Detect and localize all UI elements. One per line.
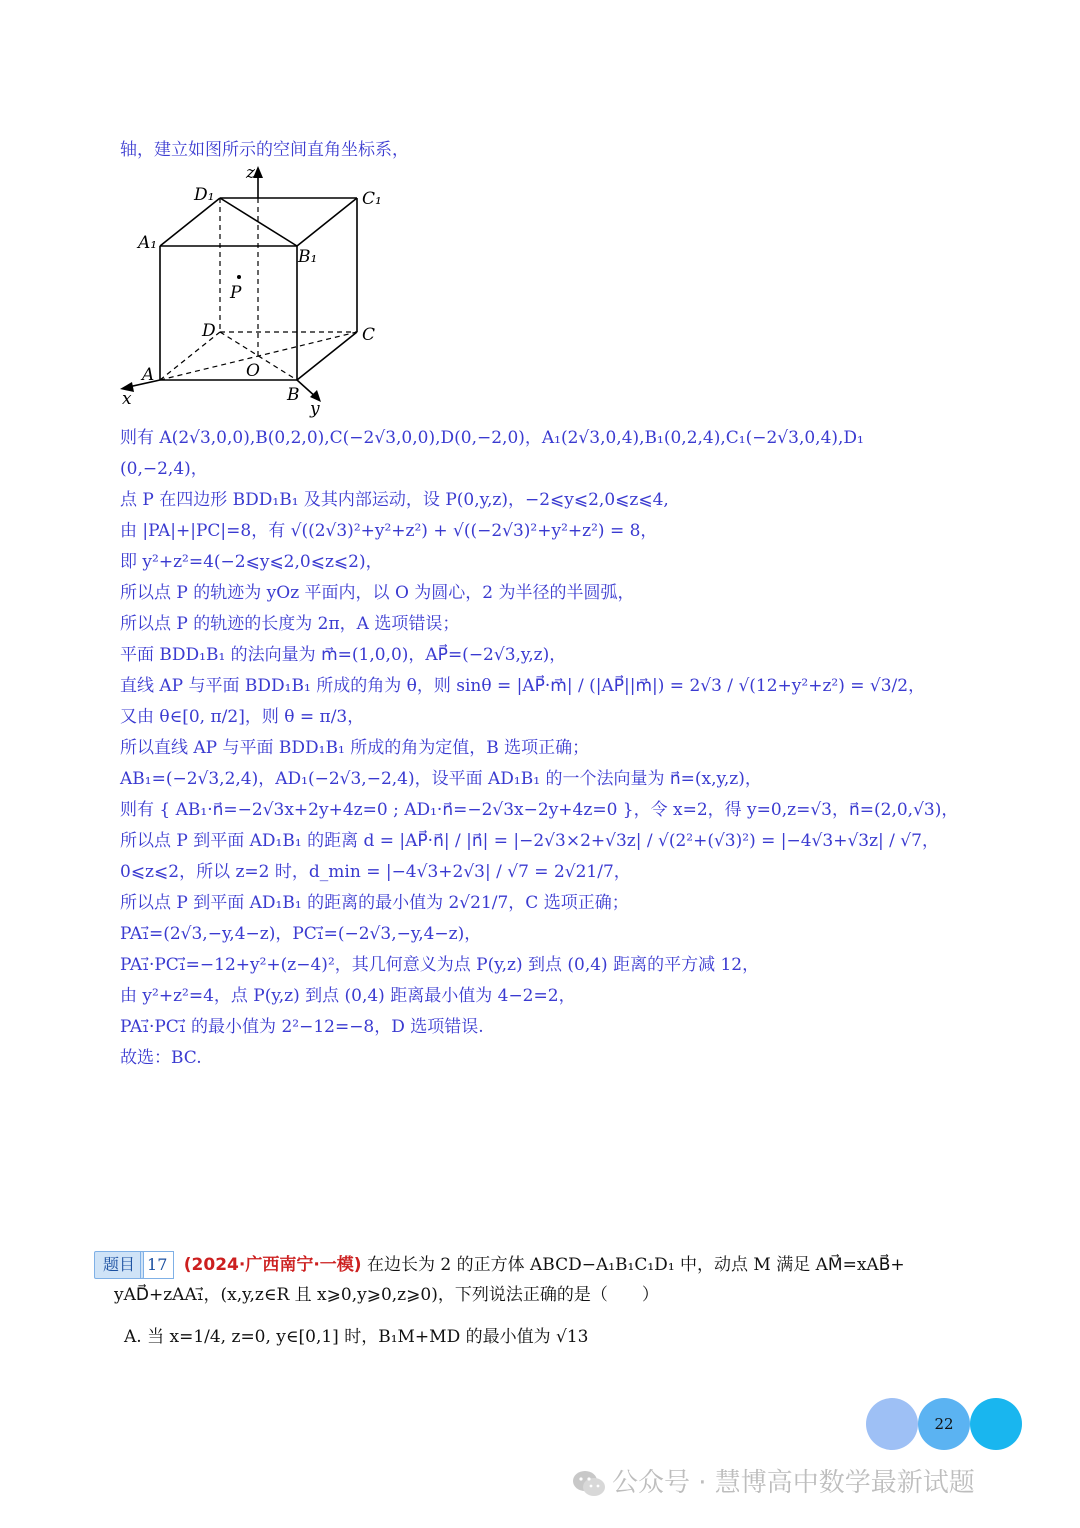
question-source: (2024·广西南宁·一模) xyxy=(183,1255,362,1275)
label-o: O xyxy=(246,361,260,381)
solution-line: 即 y²+z²=4(−2⩽y⩽2,0⩽z⩽2)， xyxy=(120,552,383,572)
solution-line: 所以点 P 的轨迹为 yOz 平面内，以 O 为圆心，2 为半径的半圆弧， xyxy=(120,583,635,603)
solution-line: 由 y²+z²=4，点 P(y,z) 到点 (0,4) 距离最小值为 4−2=2， xyxy=(120,986,576,1006)
page-number: 22 xyxy=(918,1398,970,1450)
solution-line: PA₁⃗=(2√3,−y,4−z)，PC₁⃗=(−2√3,−y,4−z)， xyxy=(120,924,482,944)
solution-line: (0,−2,4)， xyxy=(120,459,208,479)
solution-line: AB₁=(−2√3,2,4)，AD₁(−2√3,−2,4)，设平面 AD₁B₁ 的一个法向量为 n⃗=(x,y,z)， xyxy=(120,769,762,789)
question-line-2: yAD⃗+zAA₁⃗，(x,y,z∈R 且 x⩾0,y⩾0,z⩾0)，下列说法正确的是（ ） xyxy=(114,1285,659,1305)
solution-line: 所以点 P 到平面 AD₁B₁ 的距离的最小值为 2√21/7，C 选项正确； xyxy=(120,893,629,913)
badge-circle-right xyxy=(970,1398,1022,1450)
point-p xyxy=(237,275,241,279)
solution-text xyxy=(120,423,960,1074)
question-number: 17 xyxy=(140,1251,174,1279)
label-d1: D₁ xyxy=(194,185,215,205)
solution-line: PA₁⃗·PC₁⃗ 的最小值为 2²−12=−8，D 选项错误. xyxy=(120,1017,484,1037)
badge-circle-left xyxy=(866,1398,918,1450)
solution-line: 则有 { AB₁·n⃗=−2√3x+2y+4z=0 ; AD₁·n⃗=−2√3x−2y+4z=0 }，令 x=2，得 y=0,z=√3，n⃗=(2,0,√3)， xyxy=(120,800,959,820)
solution-line: 0⩽z⩽2，所以 z=2 时，d_min = |−4√3+2√3| / √7 = 2√21/7， xyxy=(120,862,631,882)
solution-line: 直线 AP 与平面 BDD₁B₁ 所成的角为 θ，则 sinθ = |AP⃗·m⃗| / (|AP⃗||m⃗|) = 2√3 / √(12+y²+z²) = √3/2， xyxy=(120,676,926,696)
option-a: A. 当 x=1/4, z=0, y∈[0,1] 时，B₁M+MD 的最小值为 √13 xyxy=(124,1327,589,1347)
label-z: z xyxy=(246,163,255,183)
wechat-icon xyxy=(572,1469,606,1499)
label-p: P xyxy=(230,283,242,303)
question-badge: 题目 xyxy=(94,1251,144,1279)
question-line-1: 在边长为 2 的正方体 ABCD−A₁B₁C₁D₁ 中，动点 M 满足 AM⃗=xAB⃗+ xyxy=(366,1255,905,1275)
watermark xyxy=(572,1462,975,1499)
cube-figure xyxy=(112,160,412,420)
solution-line: PA₁⃗·PC₁⃗=−12+y²+(z−4)²，其几何意义为点 P(y,z) 到点 (0,4) 距离的平方减 12， xyxy=(120,955,760,975)
intro-line: 轴，建立如图所示的空间直角坐标系， xyxy=(120,140,409,160)
edge-a1-d1 xyxy=(160,198,220,246)
label-d: D xyxy=(202,321,216,341)
solution-line: 所以点 P 的轨迹的长度为 2π，A 选项错误； xyxy=(120,614,460,634)
label-b1: B₁ xyxy=(298,247,318,267)
question-17 xyxy=(94,1250,974,1352)
page-number-badge xyxy=(866,1398,1026,1452)
solution-line: 由 |PA|+|PC|=8，有 √((2√3)²+y²+z²) + √((−2√3)²+y²+z²) = 8， xyxy=(120,521,658,541)
label-b: B xyxy=(287,385,300,405)
watermark-text: 公众号 · 慧博高中数学最新试题 xyxy=(612,1468,975,1498)
solution-line: 平面 BDD₁B₁ 的法向量为 m⃗=(1,0,0)，AP⃗=(−2√3,y,z)， xyxy=(120,645,567,665)
solution-line: 所以点 P 到平面 AD₁B₁ 的距离 d = |AP⃗·n⃗| / |n⃗| = |−2√3×2+√3z| / √(2²+(√3)²) = |−4√3+√3z| / √7， xyxy=(120,831,939,851)
label-a: A xyxy=(142,365,155,385)
solution-line: 则有 A(2√3,0,0),B(0,2,0),C(−2√3,0,0),D(0,−2,0)，A₁(2√3,0,4),B₁(0,2,4),C₁(−2√3,0,4),D₁ xyxy=(120,428,864,448)
label-x: x xyxy=(122,389,132,409)
label-a1: A₁ xyxy=(138,233,158,253)
label-c: C xyxy=(362,325,376,345)
solution-line: 故选：BC. xyxy=(120,1048,202,1068)
edge-c1-b1 xyxy=(297,198,357,246)
label-y: y xyxy=(310,399,320,419)
solution-line: 又由 θ∈[0, π/2]，则 θ = π/3， xyxy=(120,707,365,727)
solution-line: 所以直线 AP 与平面 BDD₁B₁ 所成的角为定值，B 选项正确； xyxy=(120,738,590,758)
label-c1: C₁ xyxy=(362,189,382,209)
solution-line: 点 P 在四边形 BDD₁B₁ 及其内部运动，设 P(0,y,z)，−2⩽y⩽2,0⩽z⩽4, xyxy=(120,490,669,510)
